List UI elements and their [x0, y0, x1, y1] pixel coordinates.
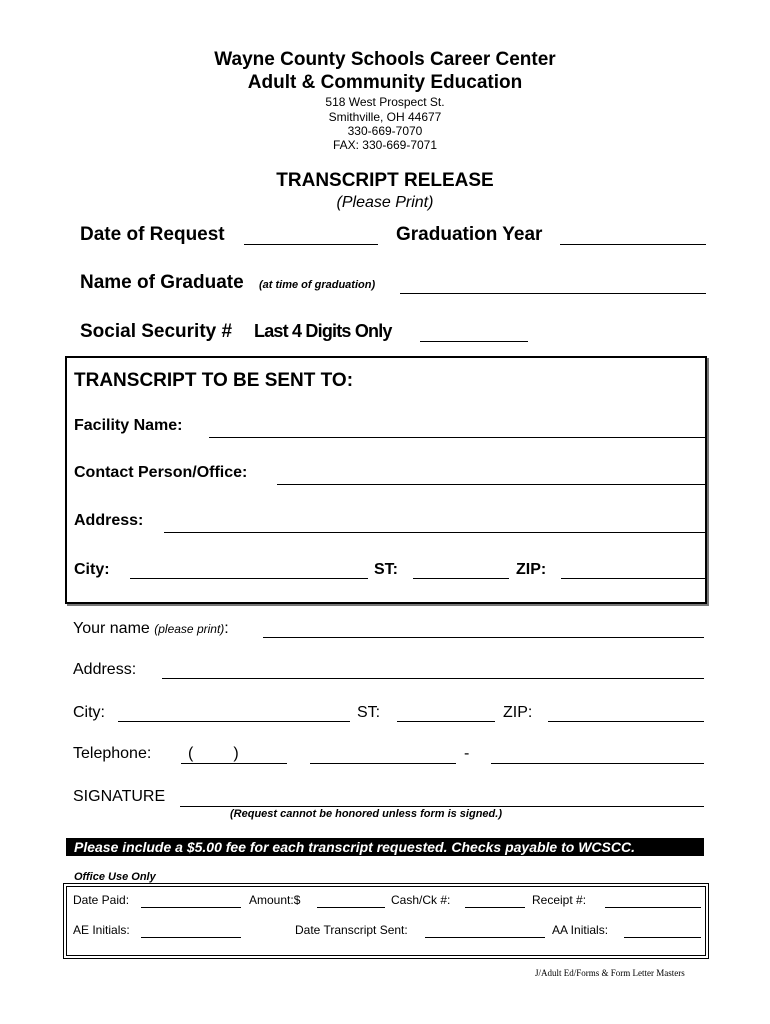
name-of-graduate-label: Name of Graduate	[80, 272, 244, 293]
signature-label: SIGNATURE	[73, 788, 166, 805]
recipient-box	[65, 356, 707, 604]
address-line-2: Smithville, OH 44677	[328, 110, 442, 124]
form-subtitle: (Please Print)	[336, 194, 434, 211]
your-address-label: Address:	[73, 661, 137, 678]
your-st-label: ST:	[357, 704, 381, 721]
ssn-label: Social Security #	[80, 321, 233, 342]
date-of-request-label: Date of Request	[80, 224, 225, 245]
amount-label: Amount:$	[249, 893, 301, 907]
recipient-zip-field[interactable]	[561, 578, 705, 579]
graduation-year-label: Graduation Year	[396, 224, 543, 245]
department-name: Adult & Community Education	[247, 72, 523, 93]
graduation-year-field[interactable]	[560, 244, 706, 245]
facility-name-field[interactable]	[209, 437, 705, 438]
your-name-colon: :	[224, 620, 229, 637]
ae-initials-label: AE Initials:	[73, 923, 130, 937]
date-paid-label: Date Paid:	[73, 893, 130, 907]
receipt-label: Receipt #:	[532, 893, 587, 907]
area-code-parens: ( )	[188, 745, 239, 762]
address-line-1: 518 West Prospect St.	[325, 95, 445, 109]
your-city-field[interactable]	[118, 721, 350, 722]
your-zip-field[interactable]	[548, 721, 704, 722]
footer-path: J/Adult Ed/Forms & Form Letter Masters	[535, 968, 685, 978]
contact-person-label: Contact Person/Office:	[74, 464, 248, 481]
recipient-city-field[interactable]	[130, 578, 368, 579]
area-code-field[interactable]	[181, 763, 287, 764]
ssn-note: Last 4 Digits Only	[254, 321, 392, 341]
fee-banner	[66, 838, 704, 856]
fax-number: FAX: 330-669-7071	[332, 138, 438, 152]
facility-name-label: Facility Name:	[74, 417, 183, 434]
form-title: TRANSCRIPT RELEASE	[276, 170, 494, 191]
recipient-zip-label: ZIP:	[516, 561, 547, 578]
office-use-box	[66, 886, 706, 956]
receipt-field[interactable]	[605, 907, 701, 908]
recipient-st-label: ST:	[374, 561, 398, 578]
your-address-field[interactable]	[162, 678, 704, 679]
your-st-field[interactable]	[397, 721, 495, 722]
phone-prefix-field[interactable]	[310, 763, 456, 764]
name-of-graduate-field[interactable]	[400, 293, 706, 294]
fee-banner-text: Please include a $5.00 fee for each transcript requested. Checks payable to WCSCC.	[74, 839, 635, 855]
your-name-label: Your name	[73, 620, 150, 637]
date-transcript-sent-label: Date Transcript Sent:	[295, 923, 408, 937]
aa-initials-field[interactable]	[624, 937, 701, 938]
phone-number: 330-669-7070	[347, 124, 423, 138]
recipient-address-field[interactable]	[164, 532, 705, 533]
signature-note: (Request cannot be honored unless form is signed.)	[230, 808, 502, 820]
ssn-field[interactable]	[420, 341, 528, 342]
recipient-city-label: City:	[74, 561, 110, 578]
recipient-address-label: Address:	[74, 512, 144, 529]
amount-field[interactable]	[317, 907, 385, 908]
aa-initials-label: AA Initials:	[552, 923, 609, 937]
date-of-request-field[interactable]	[244, 244, 378, 245]
name-of-graduate-note: (at time of graduation)	[259, 279, 376, 291]
signature-field[interactable]	[180, 806, 704, 807]
telephone-label: Telephone:	[73, 745, 152, 762]
recipient-st-field[interactable]	[413, 578, 509, 579]
contact-person-field[interactable]	[277, 484, 705, 485]
phone-line-field[interactable]	[491, 763, 704, 764]
office-use-heading: Office Use Only	[74, 871, 156, 883]
cash-check-label: Cash/Ck #:	[391, 893, 451, 907]
ae-initials-field[interactable]	[141, 937, 241, 938]
date-transcript-sent-field[interactable]	[425, 937, 545, 938]
date-paid-field[interactable]	[141, 907, 241, 908]
phone-dash: -	[464, 745, 470, 762]
your-city-label: City:	[73, 704, 105, 721]
your-name-field[interactable]	[263, 637, 704, 638]
your-zip-label: ZIP:	[503, 704, 533, 721]
recipient-heading: TRANSCRIPT TO BE SENT TO:	[74, 370, 354, 391]
school-name: Wayne County Schools Career Center	[214, 49, 556, 70]
cash-check-field[interactable]	[465, 907, 525, 908]
your-name-label-group	[73, 620, 229, 638]
your-name-note: (please print)	[154, 622, 225, 636]
